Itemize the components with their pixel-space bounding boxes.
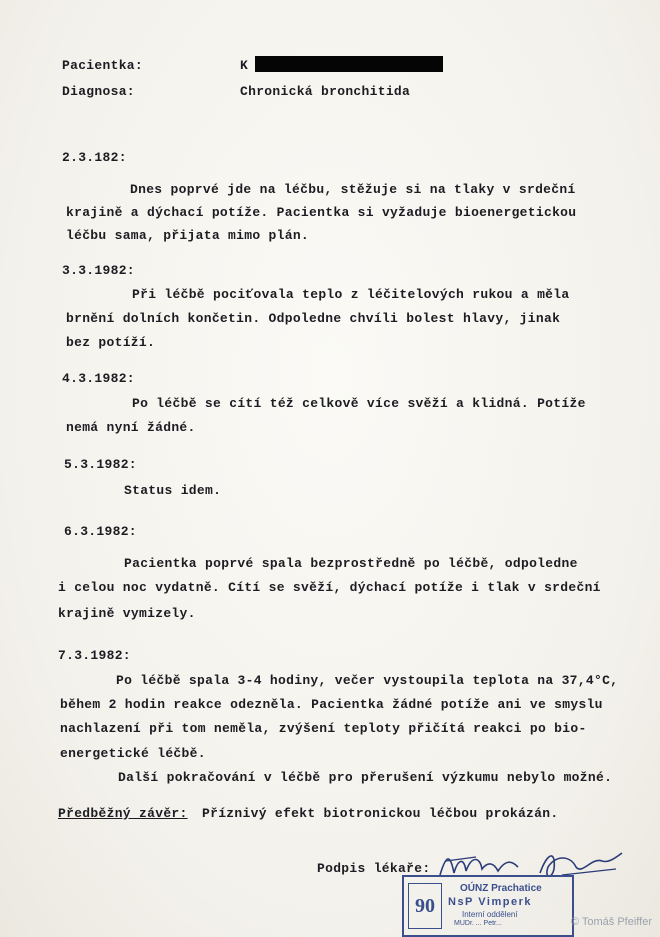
signature-label: Podpis lékaře: <box>317 861 431 876</box>
entry-line: léčbu sama, přijata mimo plán. <box>66 228 310 243</box>
entry-date: 2.3.182: <box>62 150 127 165</box>
entry-line: během 2 hodin reakce odezněla. Pacientka žádné potíže ani ve smyslu <box>60 697 603 712</box>
copyright-watermark: © Tomáš Pfeiffer <box>570 916 652 928</box>
entry-line: Při léčbě pociťovala teplo z léčitelových rukou a měla <box>132 287 570 302</box>
entry-date: 7.3.1982: <box>58 648 131 663</box>
entry-line: energetické léčbě. <box>60 746 206 761</box>
diagnosis-label: Diagnosa: <box>62 84 135 99</box>
entry-date: 4.3.1982: <box>62 371 135 386</box>
conclusion-label: Předběžný závěr: <box>58 806 188 821</box>
entry-line: brnění dolních končetin. Odpoledne chvíli bolest hlavy, jinak <box>66 311 561 326</box>
entry-line: krajině vymizely. <box>58 606 196 621</box>
entry-date: 5.3.1982: <box>64 457 137 472</box>
entry-line: bez potíží. <box>66 335 156 350</box>
entry-line: Status idem. <box>124 483 222 498</box>
stamp-line: MUDr. ... Petr... <box>454 920 502 927</box>
entry-line: Další pokračování v léčbě pro přerušení výzkumu nebylo možné. <box>118 770 613 785</box>
conclusion-text: Příznivý efekt biotronickou léčbou prokázán. <box>202 806 559 821</box>
entry-line: Po léčbě se cítí též celkově více svěží a klidná. Potíže <box>132 396 586 411</box>
redaction-bar <box>255 56 443 72</box>
patient-label: Pacientka: <box>62 58 144 73</box>
entry-line: i celou noc vydatně. Cítí se svěží, dýchací potíže i tlak v srdeční <box>58 580 601 595</box>
entry-date: 3.3.1982: <box>62 263 135 278</box>
entry-line: Pacientka poprvé spala bezprostředně po léčbě, odpoledne <box>124 556 578 571</box>
entry-line: krajině a dýchací potíže. Pacientka si vyžaduje bioenergetickou <box>66 205 577 220</box>
stamp-line: OÚNZ Prachatice <box>460 883 542 894</box>
entry-line: nachlazení při tom neměla, zvýšení teploty přičítá reakci po bio- <box>60 721 587 736</box>
entry-date: 6.3.1982: <box>64 524 137 539</box>
official-stamp <box>402 875 574 937</box>
stamp-line: NsP Vimperk <box>448 896 532 908</box>
entry-line: nemá nyní žádné. <box>66 420 196 435</box>
entry-line: Dnes poprvé jde na léčbu, stěžuje si na tlaky v srdeční <box>130 182 576 197</box>
stamp-line: Interní oddělení <box>462 910 518 919</box>
entry-line: Po léčbě spala 3-4 hodiny, večer vystoupila teplota na 37,4°C, <box>116 673 619 688</box>
patient-initial: K <box>240 58 249 73</box>
diagnosis-value: Chronická bronchitida <box>240 84 411 99</box>
stamp-number: 90 <box>408 883 442 929</box>
